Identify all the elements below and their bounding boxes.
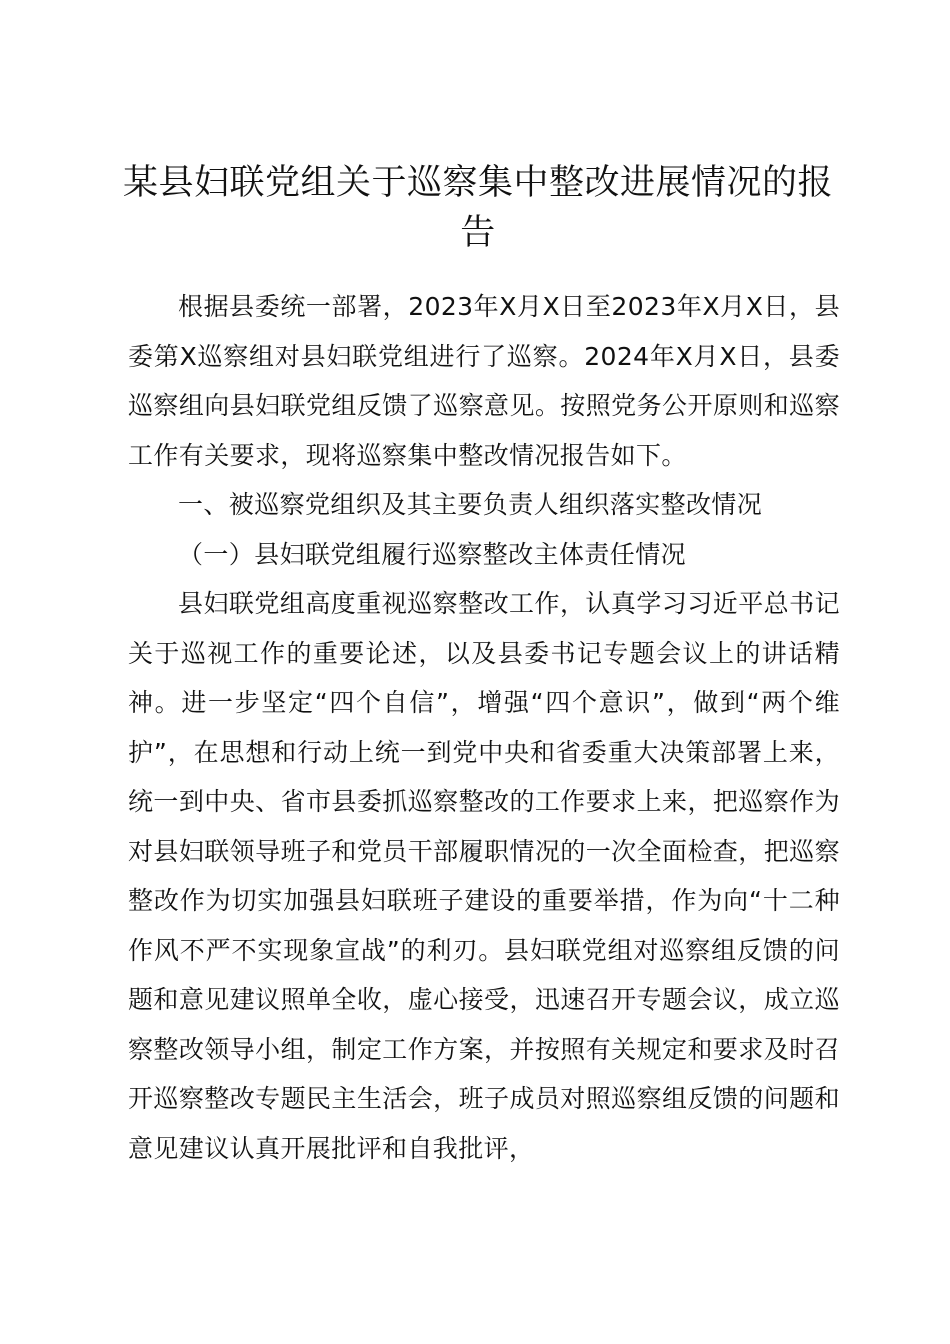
subsection-body-paragraph: 县妇联党组高度重视巡察整改工作，认真学习习近平总书记关于巡视工作的重要论述，以及县委书记专题会议上的讲话精神。进一步坚定“四个自信”，增强“四个意识”，做到“两个维护”，在思想和行动上统一到党中央和省委重大决策部署上来，统一到中央、省市县委抓巡察整改的工作要求上来，把巡察作为对县妇联领导班子和党员干部履职情况的一次全面检查，把巡察整改作为切实加强县妇联班子建设的重要举措，作为向“十二种作风不严不实现象宣战”的利刃。县妇联党组对巡察组反馈的问题和意见建议照单全收，虚心接受，迅速召开专题会议，成立巡察整改领导小组，制定工作方案，并按照有关规定和要求及时召开巡察整改专题民主生活会，班子成员对照巡察组反馈的问题和意见建议认真开展批评和自我批评， (128, 589, 840, 1163)
document-title: 某县妇联党组关于巡察集中整改进展情况的报告 (122, 163, 833, 253)
intro-paragraph: 根据县委统一部署，2023年X月X日至2023年X月X日，县委第X巡察组对县妇联党组进行了巡察。2024年X月X日，县委巡察组向县妇联党组反馈了巡察意见。按照党务公开原则和巡察工作有关要求，现将巡察集中整改情况报告如下。 (128, 292, 840, 470)
document-body (128, 282, 840, 1173)
subsection-heading: （一）县妇联党组履行巡察整改主体责任情况 (178, 539, 687, 569)
section-heading: 一、被巡察党组织及其主要负责人组织落实整改情况 (178, 490, 763, 519)
